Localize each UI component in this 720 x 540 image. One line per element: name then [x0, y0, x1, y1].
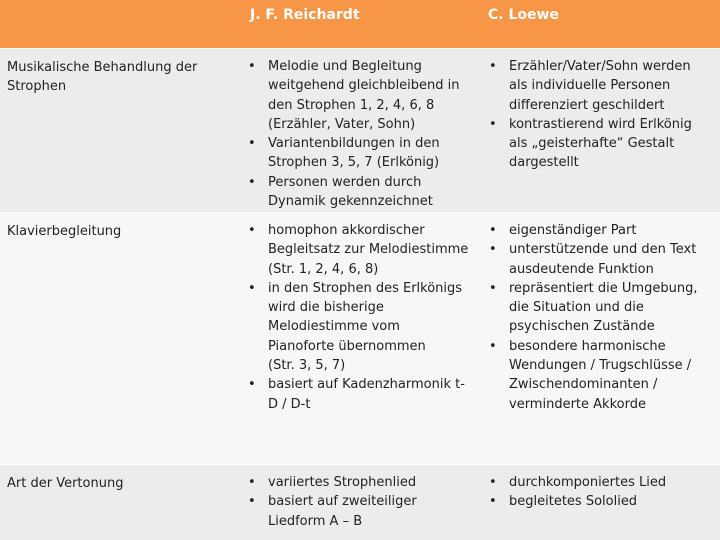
row-divider [0, 48, 720, 49]
row-divider [0, 212, 720, 213]
bullet-text: Variantenbildungen in den Strophen 3, 5, 7 (Erlkönig) [268, 136, 440, 171]
bullet-list [489, 221, 714, 414]
bullet-item [489, 221, 714, 240]
table-header-row [0, 0, 720, 48]
row-label: Klavierbegleitung [7, 224, 122, 239]
bullet-item [489, 279, 714, 337]
bullet-text: repräsentiert die Umgebung, die Situation und die psychischen Zustände [509, 280, 698, 335]
bullet-list [248, 57, 473, 211]
bullet-text: homophon akkordischer Begleitsatz zur Melodiestimme (Str. 1, 2, 4, 6, 8) [268, 223, 469, 277]
bullet-item [489, 337, 714, 414]
bullet-text: begleitetes Sololied [509, 494, 638, 510]
row-label: Art der Vertonung [7, 476, 124, 491]
bullet-item [248, 375, 473, 414]
bullet-item [248, 173, 473, 212]
bullet-item [248, 279, 473, 375]
bullet-item [248, 473, 473, 492]
bullet-text: kontrastierend wird Erlkönig als „geisterhafte“ Gestalt dargestellt [509, 116, 692, 171]
bullet-list [489, 473, 714, 512]
bullet-text: in den Strophen des Erlkönigs wird die bisherige Melodiestimme vom Pianoforte übernommen (Str. 3, 5, 7) [268, 280, 463, 374]
bullet-text: besondere harmonische Wendungen / Trugschlüsse / Zwischendominanten / verminderte Akkorde [509, 338, 692, 412]
bullet-list [248, 221, 473, 414]
bullet-item [489, 492, 714, 511]
bullet-item [489, 115, 714, 173]
bullet-item [489, 240, 714, 279]
header-reichardt: J. F. Reichardt [250, 7, 360, 23]
bullet-text: durchkomponiertes Lied [509, 475, 667, 490]
bullet-text: basiert auf Kadenzharmonik t- D / D-t [268, 377, 465, 412]
bullet-text: eigenständiger Part [509, 223, 637, 238]
bullet-item [489, 57, 714, 115]
bullet-text: Melodie und Begleitung weitgehend gleichbleibend in den Strophen 1, 2, 4, 6, 8 (Erzähler, Vater, Sohn) [268, 59, 460, 132]
bullet-list [489, 57, 714, 173]
row-divider [0, 464, 720, 465]
bullet-item [248, 221, 473, 279]
bullet-text: variiertes Strophenlied [268, 475, 417, 490]
row-label: Musikalische Behandlung der Strophen [7, 60, 198, 94]
header-loewe: C. Loewe [488, 7, 559, 23]
bullet-text: Erzähler/Vater/Sohn werden als individuelle Personen differenziert geschildert [509, 59, 691, 113]
bullet-list [248, 473, 473, 531]
bullet-item [248, 57, 473, 134]
bullet-item [489, 473, 714, 492]
table-row [0, 48, 720, 212]
bullet-item [248, 492, 473, 531]
bullet-item [248, 134, 473, 173]
bullet-text: basiert auf zweiteiliger Liedform A – B [268, 494, 417, 529]
table-row [0, 464, 720, 540]
bullet-text: Personen werden durch Dynamik gekennzeichnet [268, 174, 433, 210]
bullet-text: unterstützende und den Text ausdeutende Funktion [509, 242, 697, 277]
table-row [0, 212, 720, 464]
